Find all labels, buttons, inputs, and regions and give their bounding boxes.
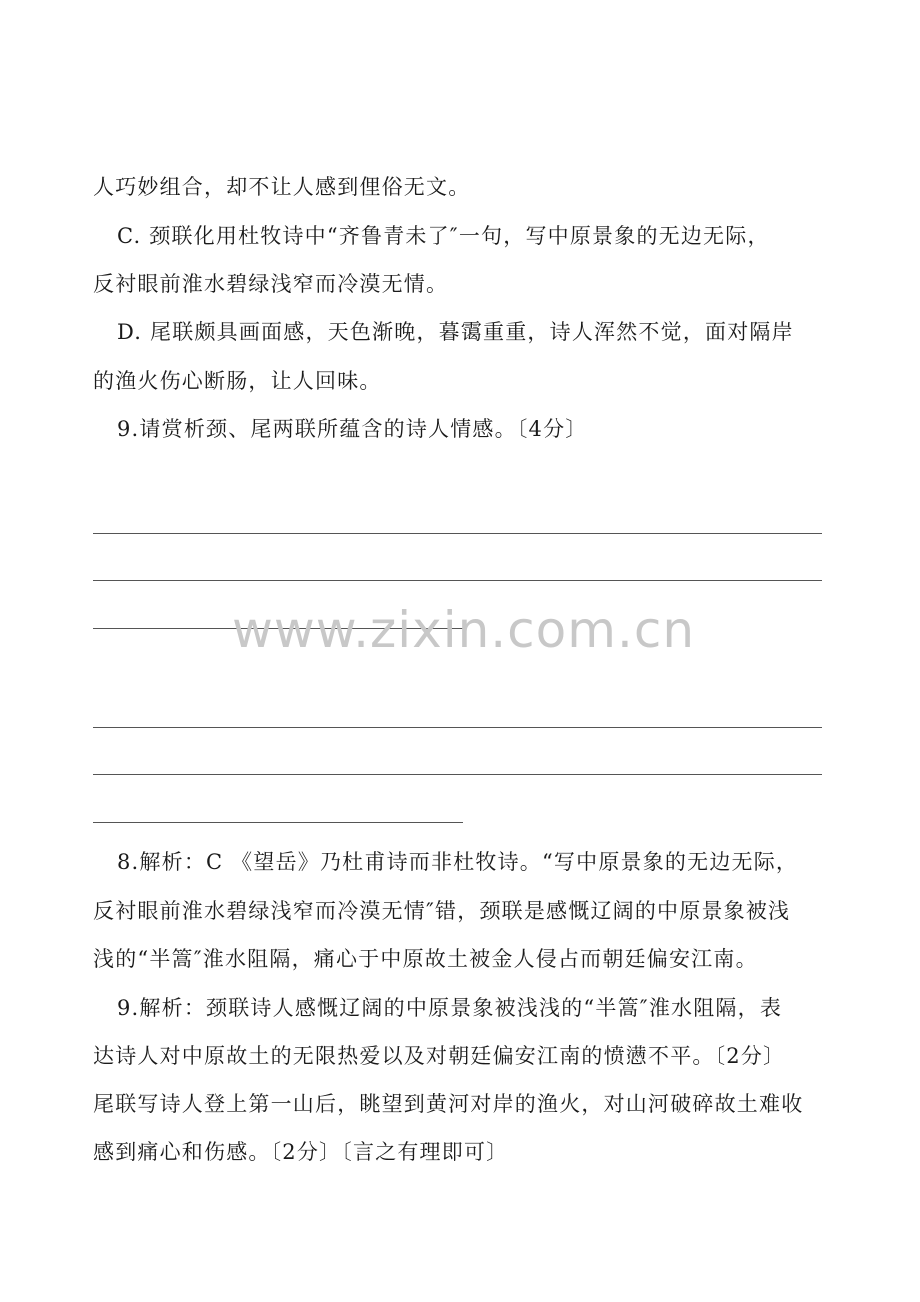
watermark: www.zixin.com.cn: [232, 601, 696, 659]
option-d-continuation: 的渔火伤心断肠，让人回味。: [93, 369, 382, 393]
answer-line: [93, 580, 822, 581]
analysis-8-continuation: 反衬眼前淮水碧绿浅窄而冷漠无情″错，颈联是感慨辽阔的中原景象被浅: [93, 899, 791, 923]
analysis-9: 9.解析：颈联诗人感慨辽阔的中原景象被浅浅的“半篙″淮水阻隔，表: [117, 996, 783, 1020]
option-d: D. 尾联颇具画面感，天色渐晚，暮霭重重，诗人浑然不觉，面对隔岸: [117, 320, 794, 344]
answer-line: [93, 533, 822, 534]
option-b-continuation: 人巧妙组合，却不让人感到俚俗无文。: [93, 175, 471, 199]
analysis-8: 8.解析：C 《望岳》乃杜甫诗而非杜牧诗。“写中原景象的无边无际，: [117, 850, 799, 874]
analysis-9-continuation: 尾联写诗人登上第一山后，眺望到黄河对岸的渔火，对山河破碎故土难收: [93, 1092, 804, 1116]
answer-line: [93, 727, 822, 728]
answer-line: [93, 822, 463, 823]
option-c: C. 颈联化用杜牧诗中“齐鲁青未了″一句，写中原景象的无边无际，: [117, 224, 770, 248]
analysis-9-continuation: 达诗人对中原故土的无限热爱以及对朝廷偏安江南的愤懑不平。〔2分〕: [93, 1044, 786, 1068]
analysis-9-continuation: 感到痛心和伤感。〔2分〕〔言之有理即可〕: [93, 1140, 509, 1164]
question-9: 9.请赏析颈、尾两联所蕴含的诗人情感。〔4分〕: [117, 417, 588, 441]
option-c-continuation: 反衬眼前淮水碧绿浅窄而冷漠无情。: [93, 272, 449, 296]
analysis-8-continuation: 浅的“半篙″淮水阻隔，痛心于中原故土被金人侵占而朝廷偏安江南。: [93, 947, 758, 971]
answer-line: [93, 774, 822, 775]
